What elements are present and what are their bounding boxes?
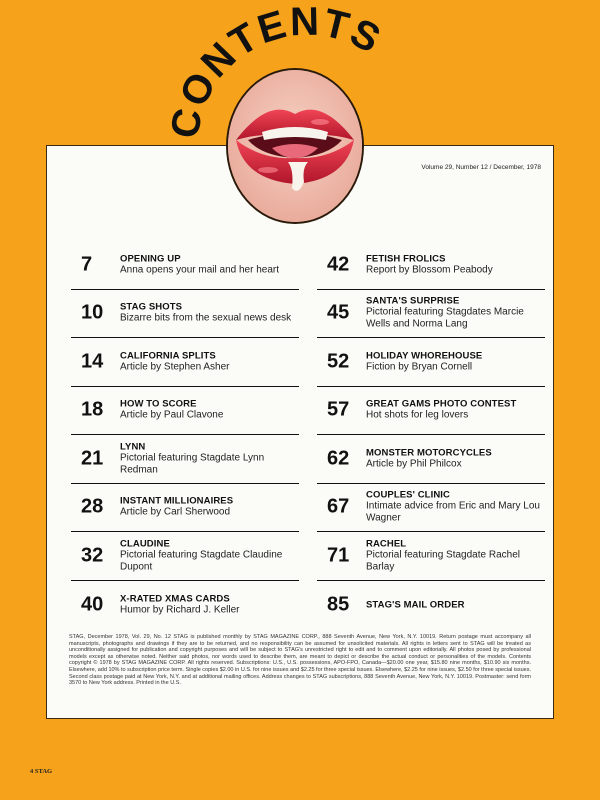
toc-entry-text bbox=[120, 441, 298, 476]
toc-description: Anna opens your mail and her heart bbox=[120, 264, 279, 276]
toc-description: Article by Carl Sherwood bbox=[120, 506, 231, 518]
toc-entry bbox=[317, 241, 545, 290]
toc-entry bbox=[71, 338, 299, 387]
toc-entry bbox=[317, 484, 545, 533]
volume-line: Volume 29, Number 12 / December, 1978 bbox=[421, 164, 541, 171]
toc-heading: INSTANT MILLIONAIRES bbox=[120, 495, 234, 507]
contents-title bbox=[160, 0, 440, 175]
toc-entry-text bbox=[366, 490, 544, 525]
toc-entry bbox=[71, 290, 299, 339]
page-folio: 4 STAG bbox=[30, 768, 53, 775]
toc-entry bbox=[71, 435, 299, 484]
toc-page-number: 71 bbox=[327, 544, 350, 567]
toc-description: Hot shots for leg lovers bbox=[366, 409, 469, 421]
toc-page-number: 28 bbox=[81, 495, 104, 518]
toc-entry-text bbox=[120, 593, 298, 616]
contents-title-text: CONTENTS bbox=[162, 0, 389, 142]
toc-entry bbox=[71, 581, 299, 630]
toc-heading: SANTA'S SURPRISE bbox=[366, 295, 460, 307]
toc-heading: MONSTER MOTORCYCLES bbox=[366, 447, 492, 459]
toc-description: Intimate advice from Eric and Mary Lou Wagner bbox=[366, 500, 540, 524]
right-column bbox=[317, 241, 545, 629]
toc-description: Bizarre bits from the sexual news desk bbox=[120, 312, 292, 324]
svg-text:CONTENTS bbox=[163, 0, 389, 142]
toc-entry-text bbox=[120, 253, 298, 276]
toc-page-number: 10 bbox=[81, 301, 104, 324]
toc-page-number: 21 bbox=[81, 447, 104, 470]
toc-heading: HOLIDAY WHOREHOUSE bbox=[366, 350, 483, 362]
toc-entry bbox=[71, 532, 299, 581]
toc-page-number: 14 bbox=[81, 350, 104, 373]
toc-description: Pictorial featuring Stagdate Claudine Dupont bbox=[120, 549, 283, 573]
toc-entry bbox=[317, 581, 545, 630]
fine-print: STAG, December 1978, Vol. 29, No. 12 STAG is published monthly by STAG MAGAZINE CORP., 888 Seventh Avenue, New York, N.Y. 10019. Return postage must accompany all manuscripts, photographs and drawings if they are to be returned, and no responsibility can be assumed for unsolicited materials. All rights in letters sent to STAG will be treated as unconditionally assigned for publication and copyright purposes and will be subject to STAG's unrestricted right to edit and to comment upon editorially. All photos posed by professional models except as otherwise noted. Neither said photos, nor words used to describe them, are meant to depict or describe the actual conduct or personalities of the models. Contents copyright © 1978 by STAG MAGAZINE CORP. All rights reserved. Subscriptions: U.S., U.S. possessions, APO-FPO, Canada—$20.00 one year, $15.80 nine months, $10.90 six months. Elsewhere, add 10% to subscription price term. Single copies $2.00 in U.S. for nine issues and $2.25 for three special issues. Elsewhere, $2.25 for nine issues, $2.50 for three special issues. Second class postage paid at New York, N.Y. and at additional mailing offices. Address changes to STAG subscriptions, 888 Seventh Avenue, New York, N.Y. 10019. Postmaster: send form 3570 to New York address. Printed in the U.S. bbox=[69, 634, 531, 687]
toc-entry-text bbox=[120, 399, 298, 422]
toc-heading: LYNN bbox=[120, 441, 146, 453]
toc-entry-text bbox=[120, 302, 298, 325]
toc-heading: STAG SHOTS bbox=[120, 301, 183, 313]
toc-heading: CLAUDINE bbox=[120, 538, 170, 550]
toc-entry bbox=[317, 387, 545, 436]
toc-page-number: 7 bbox=[81, 253, 93, 276]
left-column bbox=[71, 241, 299, 629]
toc-page-number: 42 bbox=[327, 253, 350, 276]
toc-entry-text bbox=[120, 496, 298, 519]
toc-entry-text bbox=[366, 350, 544, 373]
toc-entry-text bbox=[366, 399, 544, 422]
toc-entry-text bbox=[366, 296, 544, 331]
toc-page-number: 18 bbox=[81, 398, 104, 421]
toc-entry bbox=[317, 435, 545, 484]
toc-heading: HOW TO SCORE bbox=[120, 398, 197, 410]
toc-page-number: 67 bbox=[327, 495, 350, 518]
toc-heading: COUPLES' CLINIC bbox=[366, 489, 450, 501]
toc-entry-text bbox=[366, 538, 544, 573]
toc-entry-text bbox=[366, 599, 544, 610]
toc-entry bbox=[317, 532, 545, 581]
toc-description: Pictorial featuring Stagdate Lynn Redman bbox=[120, 452, 265, 476]
toc-heading: X-RATED XMAS CARDS bbox=[120, 593, 230, 605]
toc-description: Article by Phil Philcox bbox=[366, 458, 462, 470]
toc-entry-text bbox=[120, 350, 298, 373]
toc-description: Fiction by Bryan Cornell bbox=[366, 361, 473, 373]
toc-entry bbox=[71, 241, 299, 290]
toc-heading: GREAT GAMS PHOTO CONTEST bbox=[366, 398, 517, 410]
toc-page-number: 32 bbox=[81, 544, 104, 567]
toc-entry bbox=[317, 290, 545, 339]
toc-description: Article by Stephen Asher bbox=[120, 361, 230, 373]
toc-entry-text bbox=[366, 447, 544, 470]
toc-entry bbox=[71, 387, 299, 436]
toc-description: Report by Blossom Peabody bbox=[366, 264, 493, 276]
toc-heading: RACHEL bbox=[366, 538, 407, 550]
contents-panel bbox=[46, 145, 554, 719]
toc-description: Pictorial featuring Stagdates Marcie Wells and Norma Lang bbox=[366, 306, 524, 330]
toc-entry bbox=[71, 484, 299, 533]
toc-entry bbox=[317, 338, 545, 387]
toc-description: Article by Paul Clavone bbox=[120, 409, 224, 421]
toc-page-number: 85 bbox=[327, 593, 350, 616]
toc-page-number: 52 bbox=[327, 350, 350, 373]
toc-heading: CALIFORNIA SPLITS bbox=[120, 350, 216, 362]
toc-page-number: 62 bbox=[327, 447, 350, 470]
toc-heading: OPENING UP bbox=[120, 253, 181, 265]
toc-heading: STAG'S MAIL ORDER bbox=[366, 599, 465, 611]
toc-page-number: 45 bbox=[327, 301, 350, 324]
toc-description: Humor by Richard J. Keller bbox=[120, 604, 240, 616]
toc-page-number: 57 bbox=[327, 398, 350, 421]
toc-description: Pictorial featuring Stagdate Rachel Barlay bbox=[366, 549, 520, 573]
toc-page-number: 40 bbox=[81, 593, 104, 616]
toc-heading: FETISH FROLICS bbox=[366, 253, 446, 265]
toc-entry-text bbox=[366, 253, 544, 276]
toc-entry-text bbox=[120, 538, 298, 573]
